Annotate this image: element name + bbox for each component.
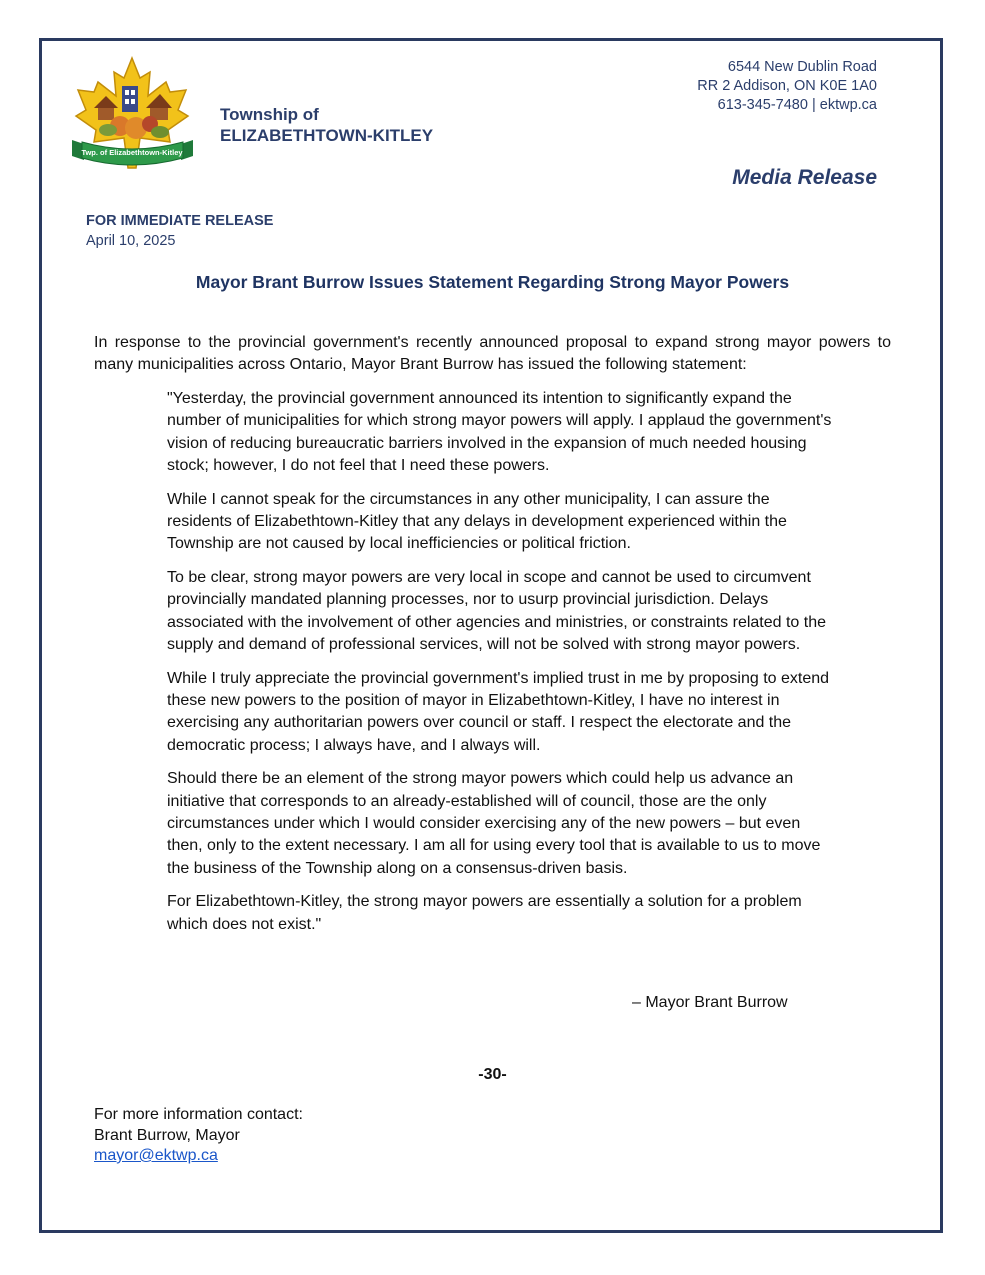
township-name — [220, 104, 433, 146]
headline: Mayor Brant Burrow Issues Statement Regarding Strong Mayor Powers — [195, 272, 790, 292]
contact-block — [94, 1105, 303, 1167]
quote-paragraph-3: To be clear, strong mayor powers are very local in scope and cannot be used to circumvent provincially mandated planning processes, nor to usurp provincial jurisdiction. Delays associated with the involvement of other agencies and ministries, or constraints related to the supply and demand of professional services, will not be solved with strong mayor powers. — [167, 569, 827, 653]
address-contact: 613-345-7480 | ektwp.ca — [717, 97, 877, 113]
contact-heading: For more information contact: — [94, 1106, 303, 1123]
end-marker: -30- — [478, 1066, 507, 1083]
contact-email-link[interactable]: mayor@ektwp.ca — [94, 1147, 218, 1164]
address-street: 6544 New Dublin Road — [727, 59, 877, 75]
quote-paragraph-6: For Elizabethtown-Kitley, the strong mayor powers are essentially a solution for a problem which does not exist." — [167, 893, 802, 933]
release-date: April 10, 2025 — [86, 233, 176, 249]
quote-paragraph-1: "Yesterday, the provincial government announced its intention to significantly expand the number of municipalities for which strong mayor powers will apply. I applaud the government's vision of reducing bureaucratic barriers involved in the expansion of much needed housing stock; however, I do not feel that I need these powers. — [167, 390, 832, 474]
intro-paragraph: In response to the provincial government's recently announced proposal to expand strong mayor powers to many municipalities across Ontario, Mayor Brant Burrow has issued the following statement: — [94, 334, 891, 373]
quote-paragraph-4: While I truly appreciate the provincial government's implied trust in me by proposing to extend these new powers to the position of mayor in Elizabethtown-Kitley, I have no interest in exercising any authoritarian powers over council or staff. I respect the electorate and the democratic process; I always have, and I always will. — [167, 669, 830, 754]
township-line2: ELIZABETHTOWN-KITLEY — [220, 126, 434, 145]
logo-banner-text: Twp. of Elizabethtown-Kitley — [81, 148, 183, 157]
quote-paragraph-2: While I cannot speak for the circumstances in any other municipality, I can assure the residents of Elizabethtown-Kitley that any delays in development experienced within the Township are not caused by local inefficiencies or political friction. — [167, 490, 787, 553]
contact-name: Brant Burrow, Mayor — [94, 1126, 240, 1144]
document-type: Media Release — [732, 166, 877, 189]
release-info — [86, 211, 273, 251]
address-city: RR 2 Addison, ON K0E 1A0 — [697, 78, 877, 94]
township-line1: Township of — [220, 105, 319, 124]
quote-paragraph-5: Should there be an element of the strong mayor powers which could help us advance an initiative that corresponds to an already-established will of council, those are the only circumstances under which I would consider exercising any of the new powers – but even then, only to the extent necessary. I am all for using every tool that is available to us to move the business of the Township along on a consensus-driven basis. — [167, 770, 821, 877]
release-label: FOR IMMEDIATE RELEASE — [86, 213, 274, 229]
statement-quote — [167, 388, 837, 948]
township-logo — [70, 56, 195, 186]
signature: – Mayor Brant Burrow — [632, 994, 788, 1011]
address-block — [697, 58, 877, 115]
